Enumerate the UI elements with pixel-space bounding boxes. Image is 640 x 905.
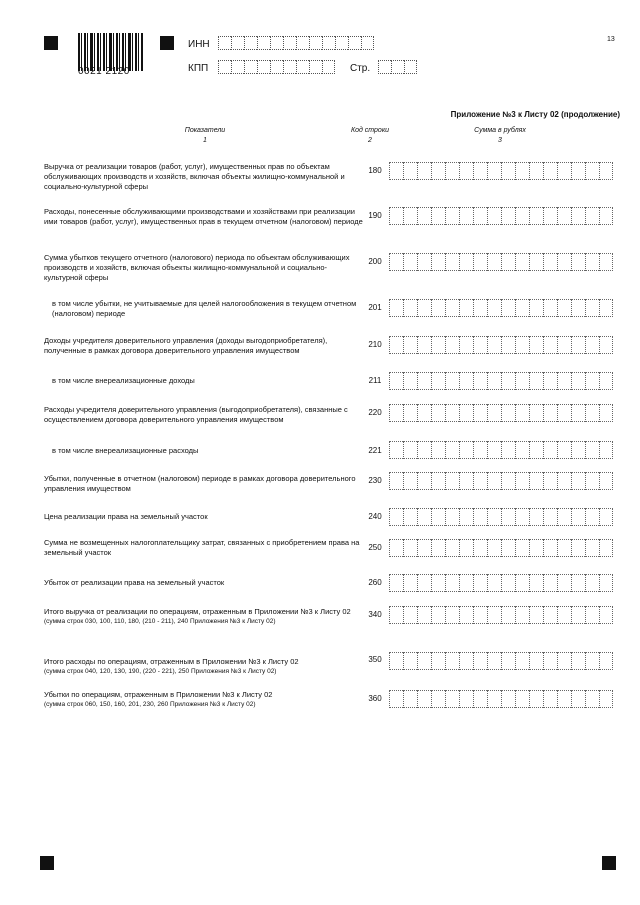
page-number: 13 <box>607 36 615 43</box>
row-code: 350 <box>368 655 382 664</box>
amount-field[interactable] <box>389 404 613 422</box>
row-label: в том числе внереализационные расходы <box>52 446 199 455</box>
page-label: Стр. <box>350 63 371 74</box>
amount-field[interactable] <box>389 441 613 459</box>
row-code: 340 <box>368 610 382 619</box>
row-code: 180 <box>368 166 382 175</box>
amount-field[interactable] <box>389 372 613 390</box>
row-code: 200 <box>368 257 382 266</box>
row-code: 360 <box>368 694 382 703</box>
row-label: Доходы учредителя доверительного управления (доходы выгодоприобретателя), полученные в рамках договора доверительного управления имуществом <box>44 336 328 355</box>
row-code: 221 <box>368 446 382 455</box>
column-header-indicator: Показатели 1 <box>184 127 226 144</box>
row-label: Расходы, понесенные обслуживающими производствами и хозяйствами при реализации ими товаров (работ, услуг), имущественных прав в текущем отчетном (налоговом) периоде <box>44 207 363 226</box>
row-label: Убытки, полученные в отчетном (налоговом) периоде в рамках договора доверительного управления имуществом <box>44 474 356 493</box>
amount-field[interactable] <box>389 690 613 708</box>
registration-marker-bottom-left <box>40 856 54 870</box>
kpp-label: КПП <box>188 63 209 74</box>
barcode-number: 0021 2120 <box>78 66 130 77</box>
row-label: Убыток от реализации права на земельный участок <box>44 578 225 587</box>
column-header-code: Код строки 2 <box>350 127 390 144</box>
row-label: Выручка от реализации товаров (работ, услуг), имущественных прав по объектам обслуживающих производств и хозяйств, включая объекты жилищно-коммунальной и социально-культурной сферы <box>44 162 345 191</box>
row-code: 260 <box>368 578 382 587</box>
row-code: 230 <box>368 476 382 485</box>
row-code: 210 <box>368 340 382 349</box>
row-code: 190 <box>368 211 382 220</box>
amount-field[interactable] <box>389 508 613 526</box>
page-title: Приложение №3 к Листу 02 (продолжение) <box>450 110 620 119</box>
row-code: 220 <box>368 408 382 417</box>
amount-field[interactable] <box>389 539 613 557</box>
row-label: в том числе внереализационные доходы <box>52 376 195 385</box>
row-label: в том числе убытки, не учитываемые для целей налогообложения в текущем отчетном (налоговом) периоде <box>52 299 357 318</box>
inn-label: ИНН <box>188 39 210 50</box>
registration-marker-top-middle <box>160 36 174 50</box>
row-label: Сумма убытков текущего отчетного (налогового) периода по объектам обслуживающих производств и хозяйств, включая объекты жилищно-коммунальной и социально-культурной сферы <box>44 253 350 282</box>
registration-marker-top-left <box>44 36 58 50</box>
amount-field[interactable] <box>389 606 613 624</box>
amount-field[interactable] <box>389 162 613 180</box>
inn-field[interactable] <box>218 36 374 50</box>
row-code: 240 <box>368 512 382 521</box>
kpp-field[interactable] <box>218 60 335 74</box>
row-label: Цена реализации права на земельный участок <box>44 512 208 521</box>
amount-field[interactable] <box>389 472 613 490</box>
amount-field[interactable] <box>389 253 613 271</box>
row-code: 211 <box>368 376 382 385</box>
row-label: Расходы учредителя доверительного управления (выгодоприобретателя), связанные с осуществлением договора доверительного управления имуществом <box>44 405 348 424</box>
row-label: Итого выручка от реализации по операциям, отраженным в Приложении №3 к Листу 02 (сумма строк 030, 100, 110, 180, (210 - 211), 240 Приложения №3 к Листу 02) <box>44 607 364 627</box>
row-label: Сумма не возмещенных налогоплательщику затрат, связанных с приобретением права на земельный участок <box>44 538 360 557</box>
row-code: 201 <box>368 303 382 312</box>
amount-field[interactable] <box>389 207 613 225</box>
registration-marker-bottom-right <box>602 856 616 870</box>
page-number-field[interactable] <box>378 60 417 74</box>
row-sum-note: (сумма строк 030, 100, 110, 180, (210 - 211), 240 Приложения №3 к Листу 02) <box>44 618 276 625</box>
amount-field[interactable] <box>389 299 613 317</box>
column-header-amount: Сумма в рублях 3 <box>474 127 526 144</box>
row-sum-note: (сумма строк 060, 150, 160, 201, 230, 260 Приложения №3 к Листу 02) <box>44 701 256 708</box>
amount-field[interactable] <box>389 574 613 592</box>
row-sum-note: (сумма строк 040, 120, 130, 190, (220 - 221), 250 Приложения №3 к Листу 02) <box>44 668 277 675</box>
amount-field[interactable] <box>389 652 613 670</box>
amount-field[interactable] <box>389 336 613 354</box>
row-label: Итого расходы по операциям, отраженным в Приложении №3 к Листу 02 (сумма строк 040, 120, 130, 190, (220 - 221), 250 Приложения №3 к Листу 02) <box>44 657 364 677</box>
row-code: 250 <box>368 543 382 552</box>
row-label: Убытки по операциям, отраженным в Приложении №3 к Листу 02 (сумма строк 060, 150, 160, 201, 230, 260 Приложения №3 к Листу 02) <box>44 690 364 710</box>
